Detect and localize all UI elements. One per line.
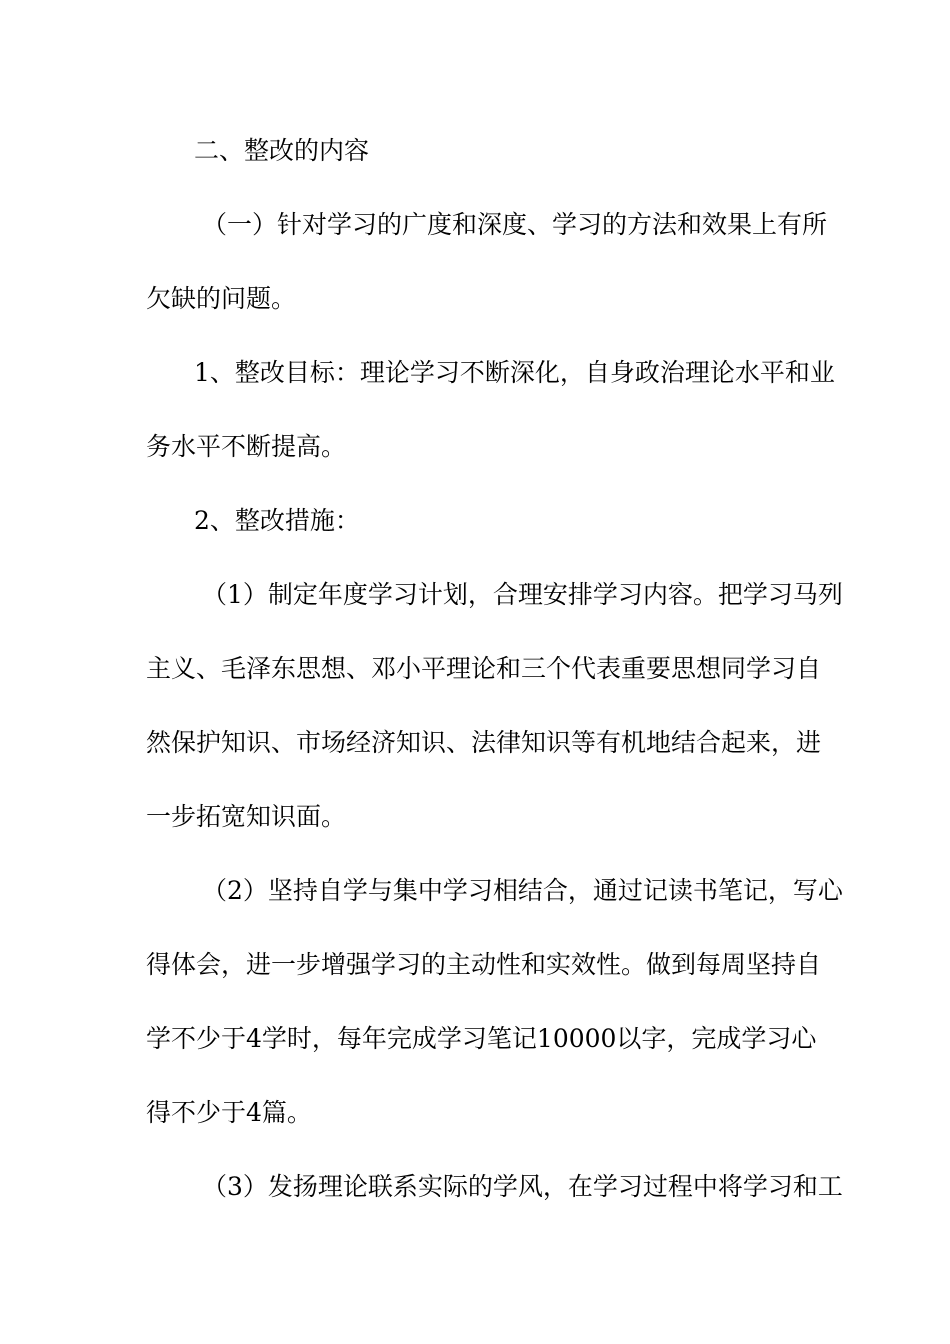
measure1-line1: （1）制定年度学习计划，合理安排学习内容。把学习马列 <box>202 580 843 609</box>
measure3-line1: （3）发扬理论联系实际的学风，在学习过程中将学习和工 <box>202 1172 843 1201</box>
measure2-line1: （2）坚持自学与集中学习相结合，通过记读书笔记，写心 <box>202 876 843 905</box>
document-body <box>146 114 843 1224</box>
measures-heading: 2、整改措施： <box>194 506 360 535</box>
section-heading: 二、整改的内容 <box>194 136 370 165</box>
goal-line1: 1、整改目标：理论学习不断深化，自身政治理论水平和业 <box>194 358 835 387</box>
measure2-line2: 得体会，进一步增强学习的主动性和实效性。做到每周坚持自 <box>146 950 822 979</box>
goal-line2: 务水平不断提高。 <box>146 432 347 461</box>
measure1-line2: 主义、毛泽东思想、邓小平理论和三个代表重要思想同学习自 <box>146 654 822 683</box>
item1-line1: （一）针对学习的广度和深度、学习的方法和效果上有所 <box>202 210 828 239</box>
measure2-line4: 得不少于4篇。 <box>146 1098 312 1127</box>
measure1-line4: 一步拓宽知识面。 <box>146 802 347 831</box>
item1-line2: 欠缺的问题。 <box>146 284 297 313</box>
measure2-line3: 学不少于4学时，每年完成学习笔记10000以字，完成学习心 <box>146 1024 817 1053</box>
measure1-line3: 然保护知识、市场经济知识、法律知识等有机地结合起来，进 <box>146 728 822 757</box>
